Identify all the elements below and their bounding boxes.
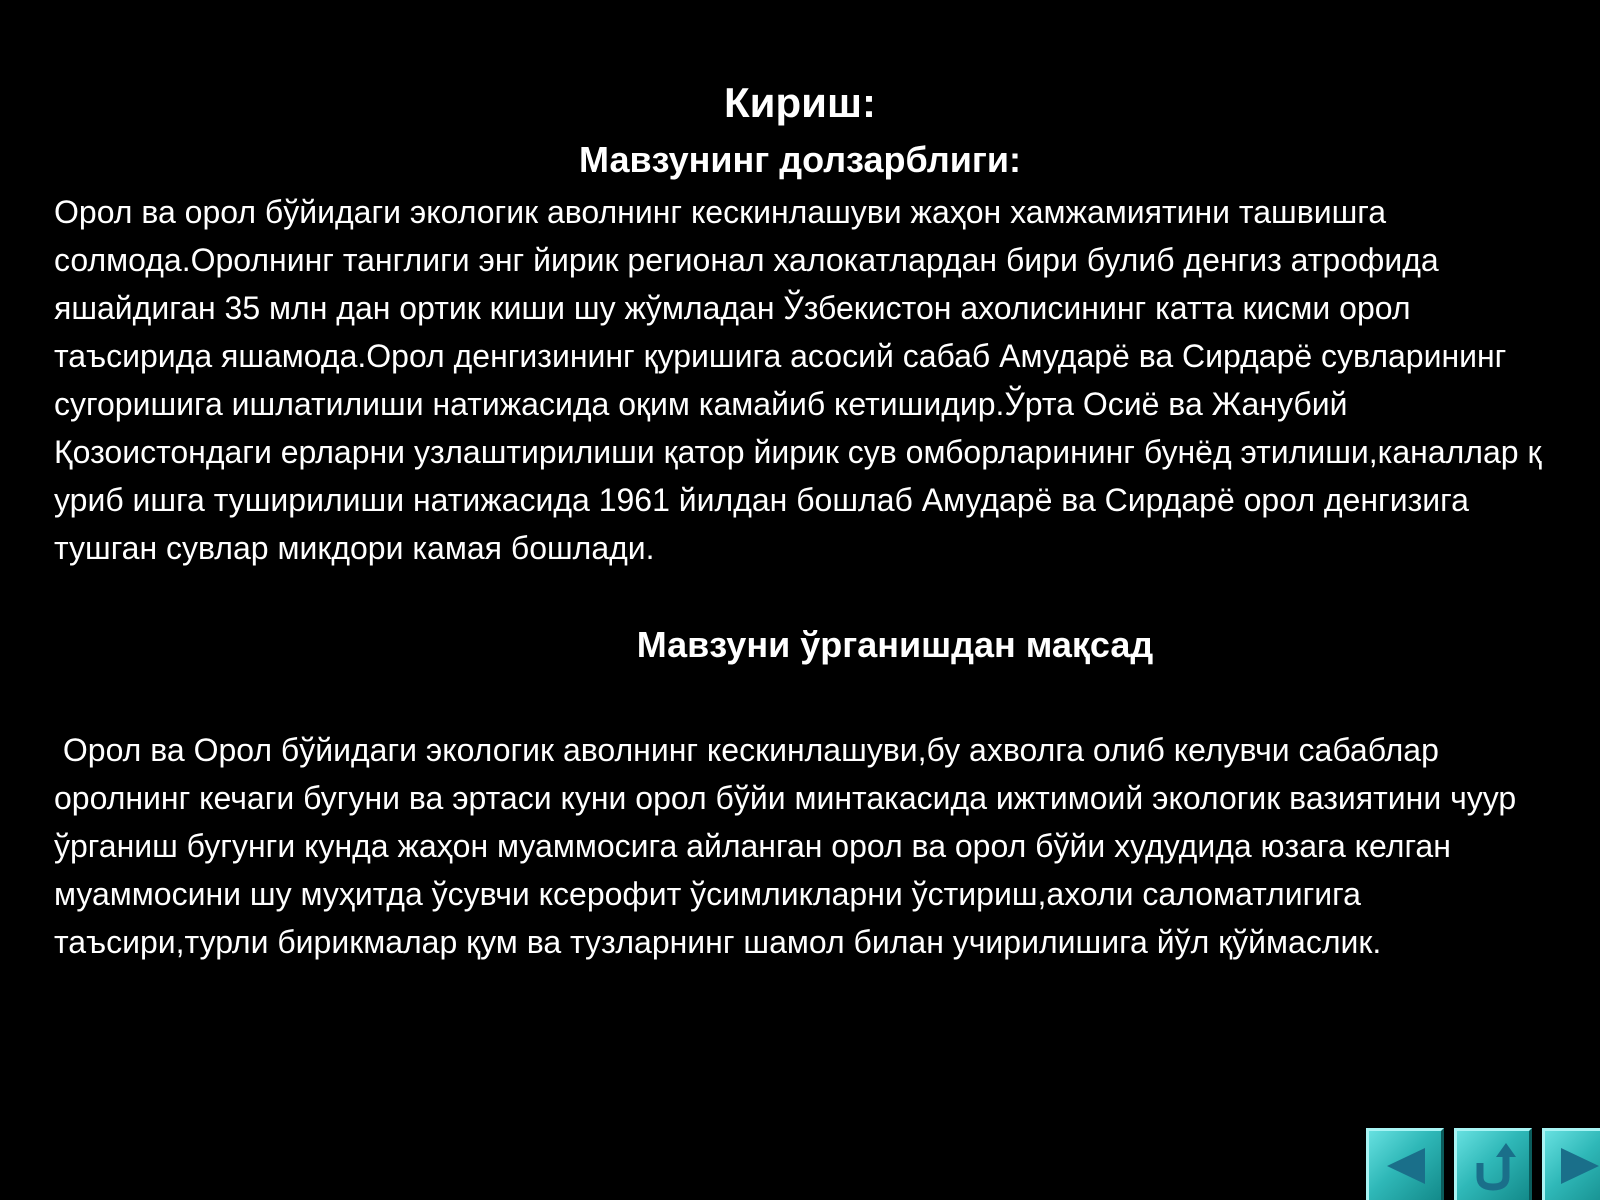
triangle-left-icon: [1381, 1144, 1429, 1188]
u-turn-arrow-icon: [1470, 1141, 1516, 1191]
back-button[interactable]: [1366, 1128, 1444, 1200]
goal-paragraph-text: Орол ва Орол бўйидаги экологик аволнинг кескинлашуви,бу ахволга олиб келувчи сабаблар оролнинг кечаги бугуни ва эртаси куни орол бўйи минтакасида ижтимоий экологик вазиятини чуур ўрганиш бугунги кунда жаҳон муаммосига айланган орол ва орол бўйи худудида юзага келган муаммосини шу муҳитда ўсувчи ксерофит ўсимликларни ўстириш,ахоли саломатлигига таъсири,турли бирикмалар қум ва тузларнинг шамол билан учирилишига йўл қўймаслик.: [54, 732, 1517, 960]
goal-paragraph: [54, 726, 1554, 966]
relevance-paragraph: Орол ва орол бўйидаги экологик аволнинг кескинлашуви жаҳон хамжамиятини ташвишга солмода.Оролнинг танглиги энг йирик регионал халокатлардан бири булиб денгиз атрофида яшайдиган 35 млн дан ортик киши шу жўмладан Ўзбекистон ахолисининг катта кисми орол таъсирида яшамода.Орол денгизининг қуришига асосий сабаб Амударё ва Сирдарё сувларининг сугоришига ишлатилиши натижасида оқим камайиб кетишидир.Ўрта Осиё ва Жанубий Қозоистондаги ерларни узлаштирилиши қатор йирик сув омборларининг бунёд этилиши,каналлар қ уриб ишга туширилиши натижасида 1961 йилдан бошлаб Амударё ва Сирдарё орол денгизига тушган сувлар микдори камая бошлади.: [54, 194, 1542, 566]
slide-title: Кириш:: [724, 79, 876, 126]
paragraph-indent: [54, 732, 63, 768]
goal-heading: Мавзуни ўрганишдан мақсад: [636, 624, 1154, 665]
forward-button[interactable]: [1542, 1128, 1600, 1200]
return-button[interactable]: [1454, 1128, 1532, 1200]
triangle-right-icon: [1557, 1144, 1600, 1188]
section-subtitle: Мавзунинг долзарблиги:: [579, 139, 1021, 180]
